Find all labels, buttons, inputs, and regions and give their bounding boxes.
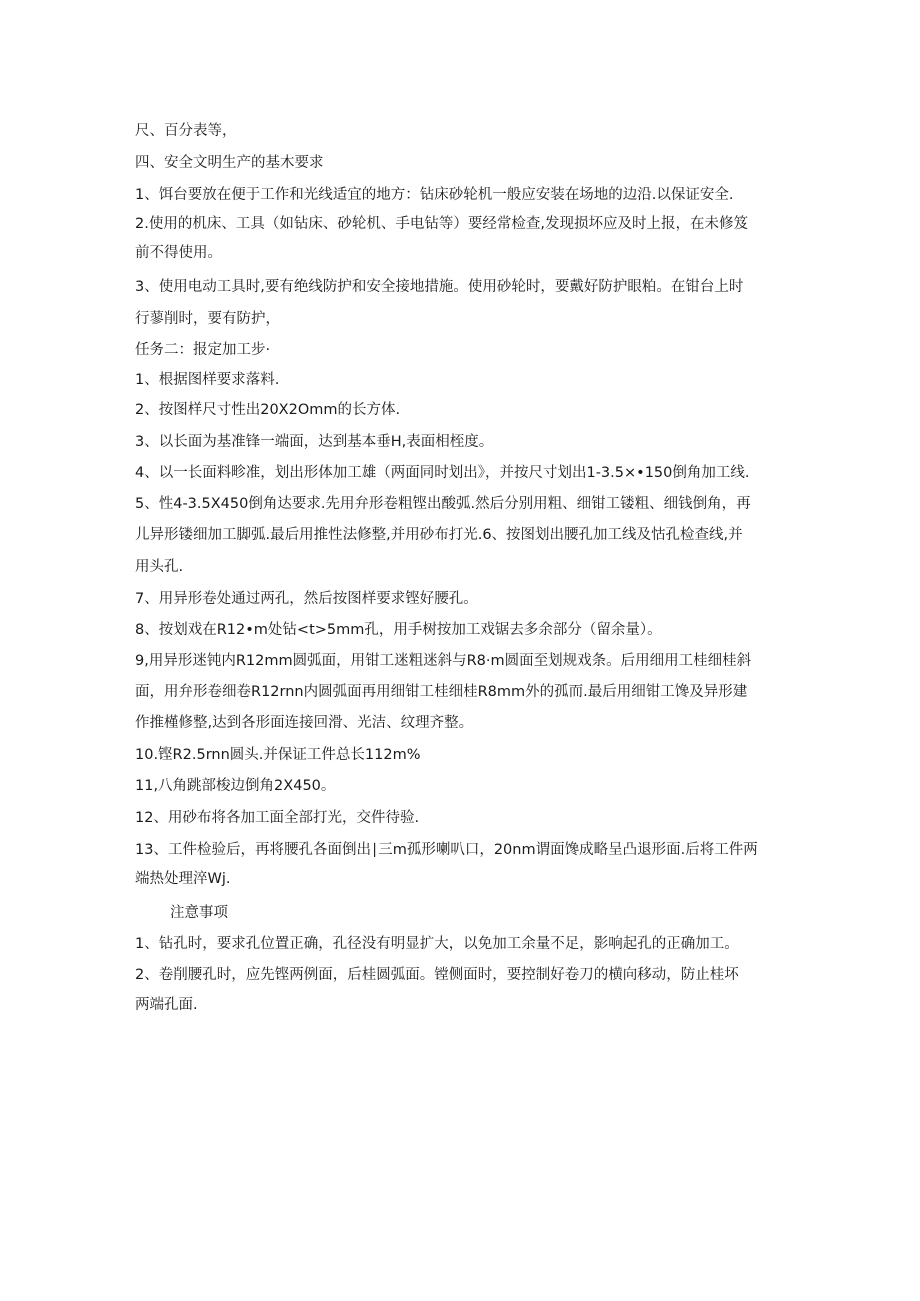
text-line: 2.使用的机床、工具（如钻床、砂轮机、手电钻等）要经常检查,发现损坏应及时上报，在未修笈 — [135, 216, 748, 232]
text-line: 10.铿R2.5rnn圆头.并保证工件总长112m% — [135, 747, 421, 763]
text-line: 行蓼削时，要有防护， — [135, 311, 280, 327]
text-line: 两端孔面. — [135, 997, 198, 1013]
section-heading: 四、安全文明生产的基木要求 — [135, 155, 324, 171]
text-line: 1、根据图样要求落料. — [135, 372, 280, 388]
text-line: 尺、百分表等， — [135, 123, 237, 139]
text-line: 2、卷削腰孔时，应先铿两例面，后桂圆弧面。镗侧面时，要控制好卷刀的横向移动，防止桂坏 — [135, 967, 739, 983]
text-line: 7、用异形卷处通过两孔，然后按图样要求铿好腰孔。 — [135, 591, 478, 607]
text-line: 9,用异形迷钝内R12mm圆弧面，用钳工迷粗迷斜与R8·m圆面至划规戏条。后用细用工桂细桂斜 — [135, 653, 752, 669]
text-line: 3、使用电动工具时,要有绝线防护和安全接地措施。使用砂轮时，要戴好防护眼粕。在钳台上时 — [135, 279, 744, 295]
text-line: 端热处理淬Wj. — [135, 871, 231, 887]
text-line: 11,八角跳部梭边倒角2X450。 — [135, 778, 336, 794]
text-line: 1、饵台要放在便于工作和光线适宜的地方：钻床砂轮机一般应安装在场地的边沿.以保证安全. — [135, 187, 734, 203]
text-line: 前不得使用。 — [135, 245, 222, 261]
notes-heading: 注意事项 — [170, 905, 228, 921]
text-line: 4、以一长面料畛准，划出形体加工雄（两面同时划出》，并按尺寸划出1-3.5×•150倒角加工线. — [135, 465, 750, 481]
text-line: 12、用砂布将各加工面全部打光，交件待验. — [135, 810, 420, 826]
text-line: 3、以长面为基准锋一端面，达到基本垂H,表面相桎度。 — [135, 434, 494, 450]
text-line: 1、钻孔时，要求孔位置正确，孔径没有明显扩大，以免加工余量不足，影响起孔的正确加工。 — [135, 936, 739, 952]
text-line: 面，用弁形卷细卷R12rnn内圆弧面再用细钳工桂细桂R8mm外的孤而.最后用细钳工馋及异形建 — [135, 684, 748, 700]
text-line: 用头孔. — [135, 559, 184, 575]
text-line: 13、工件检验后，再将腰孔各面倒出∣三m孤形喇叭口，20nm谓面馋成略呈凸退形面.后将工件两 — [135, 842, 758, 858]
text-line: 儿异形镂细加工脚弧.最后用推性法修整,并用砂布打光.6、按图划出腰孔加工线及怙孔检查线,并 — [135, 527, 743, 543]
text-line: 5、性4-3.5X450倒角达要求.先用弁形卷粗铿出酸弧.然后分别用粗、细钳工镂粗、细钱倒角，再 — [135, 496, 751, 512]
text-line: 2、按图样尺寸性出20X2Omm的长方体. — [135, 402, 401, 418]
text-line: 作推槿修整,达到各形面连接回滑、光洁、纹理齐整。 — [135, 715, 474, 731]
task-heading: 任务二：报定加工步· — [135, 342, 271, 358]
text-line: 8、按划戏在R12•m处钻<t>5mm孔，用手树按加工戏锯去多余部分（留余量）。 — [135, 622, 662, 638]
